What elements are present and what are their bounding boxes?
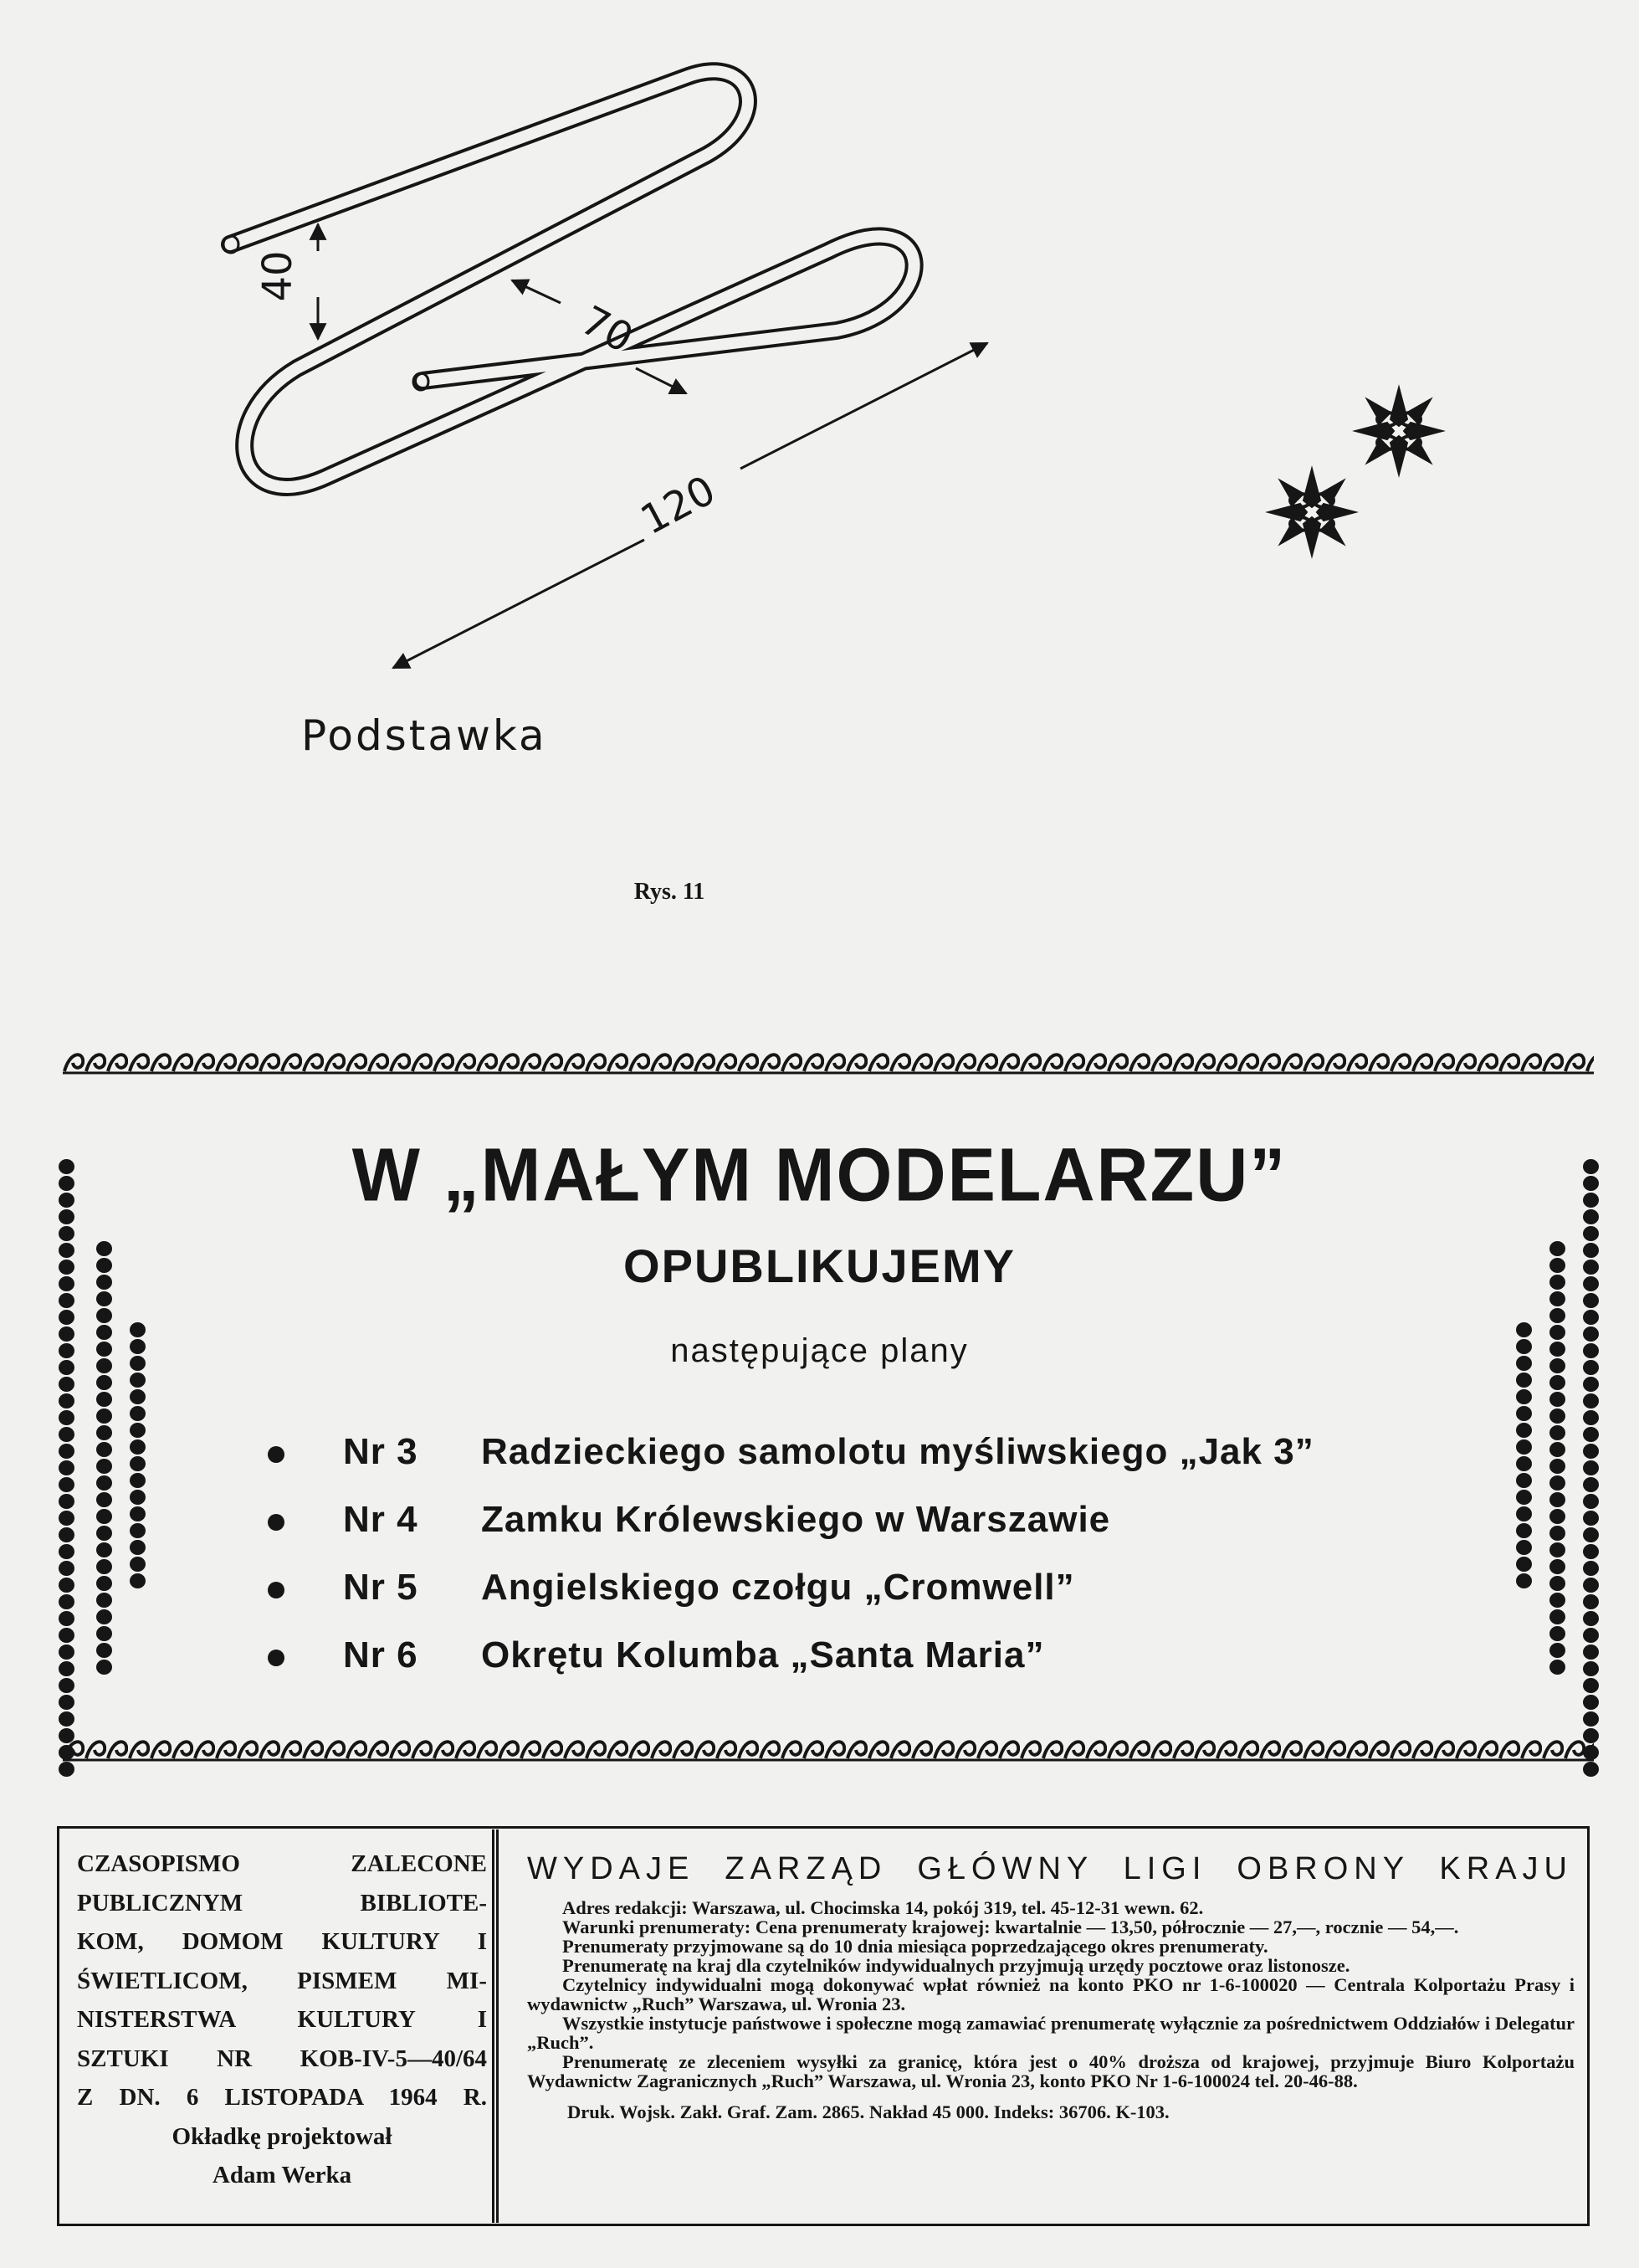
dot-icon — [1549, 1643, 1565, 1658]
dot-icon — [1549, 1660, 1565, 1675]
dot-icon — [59, 1711, 74, 1727]
dot-icon — [59, 1645, 74, 1660]
rope-border-bottom — [63, 1735, 1594, 1763]
bullet-icon — [268, 1514, 284, 1531]
dot-icon — [96, 1475, 112, 1491]
dot-icon — [1549, 1425, 1565, 1440]
dot-icon — [1583, 1477, 1599, 1492]
dot-icon — [1583, 1678, 1599, 1693]
dot-icon — [1583, 1645, 1599, 1660]
subscription-deadline: Prenumeraty przyjmowane są do 10 dnia miesiąca poprzedzającego okres prenumeraty. — [562, 1936, 1268, 1957]
dot-icon — [1549, 1442, 1565, 1457]
dot-icon — [59, 1628, 74, 1643]
dot-icon — [1516, 1473, 1532, 1488]
dot-icon — [1516, 1373, 1532, 1388]
announcement-headline: W „MAŁYM MODELARZU” — [351, 1132, 1288, 1218]
dot-icon — [1549, 1392, 1565, 1407]
dot-icon — [96, 1660, 112, 1675]
dot-icon — [1583, 1393, 1599, 1409]
dot-icon — [59, 1661, 74, 1676]
subscription-terms: Warunki prenumeraty: Cena prenumeraty krajowej: kwartalnie — 13,50, półrocznie — 27,—, rocznie — 54,—. — [562, 1917, 1459, 1937]
dot-icon — [96, 1425, 112, 1440]
cover-designer-label: Okładkę projektował — [172, 2122, 392, 2150]
dot-icon — [96, 1526, 112, 1541]
dot-icon — [59, 1561, 74, 1576]
dot-icon — [96, 1459, 112, 1474]
dot-icon — [96, 1492, 112, 1507]
dot-icon — [1583, 1628, 1599, 1643]
plan-number: Nr 3 — [343, 1431, 418, 1472]
dot-icon — [59, 1594, 74, 1609]
printing-imprint: Druk. Wojsk. Zakł. Graf. Zam. 2865. Nakład 45 000. Indeks: 36706. K-103. — [567, 2101, 1170, 2122]
dot-icon — [59, 1393, 74, 1409]
dot-icon — [130, 1557, 146, 1572]
dot-icon — [96, 1308, 112, 1323]
dot-icon — [1583, 1494, 1599, 1509]
plan-title: Zamku Królewskiego w Warszawie — [481, 1499, 1111, 1540]
recommendation-line: KOM, DOMOM KULTURY I — [77, 1928, 487, 1955]
dot-icon — [59, 1477, 74, 1492]
dot-icon — [59, 1728, 74, 1743]
institutions-notice: Wszystkie instytucje państwowe i społeczne mogą zamawiać prenumeratę wyłącznie za pośrednictwem Oddziałów i Delegatur „Ruch”. — [527, 2013, 1575, 2053]
wire-stand-drawing — [0, 0, 1639, 954]
dot-icon — [59, 1377, 74, 1392]
dot-icon — [1549, 1475, 1565, 1491]
recommendation-line: ŚWIETLICOM, PISMEM MI- — [77, 1967, 487, 1994]
list-item — [268, 1499, 1439, 1567]
ornament-icon — [1355, 387, 1442, 475]
dot-icon — [96, 1542, 112, 1557]
dot-icon — [59, 1745, 74, 1760]
dot-icon — [1549, 1375, 1565, 1390]
recommendation-line: SZTUKI NR KOB-IV-5—40/64 — [77, 2045, 487, 2072]
dot-icon — [59, 1293, 74, 1308]
dot-icon — [96, 1593, 112, 1608]
dot-icon — [130, 1456, 146, 1471]
dot-icon — [1549, 1409, 1565, 1424]
dot-icon — [1549, 1291, 1565, 1306]
dimension-label: 120 — [633, 466, 724, 545]
dot-icon — [1549, 1542, 1565, 1557]
dot-icon — [1516, 1389, 1532, 1404]
dot-icon — [96, 1559, 112, 1574]
plan-title: Radzieckiego samolotu myśliwskiego „Jak 3” — [481, 1431, 1314, 1472]
plan-number: Nr 4 — [343, 1499, 418, 1540]
dot-icon — [1549, 1526, 1565, 1541]
dot-icon — [59, 1695, 74, 1710]
dot-icon — [1583, 1427, 1599, 1442]
dot-icon — [1583, 1611, 1599, 1626]
dot-icon — [1549, 1576, 1565, 1591]
dot-icon — [130, 1573, 146, 1588]
individual-payment: Czytelnicy indywidualni mogą dokonywać wpłat również na konto PKO nr 1-6-100020 — Centrala Kolportażu Prasy i wydawnictw „Ruch” Warszawa, ul. Wronia 23. — [527, 1974, 1575, 2014]
list-item — [268, 1567, 1439, 1634]
dot-icon — [1516, 1406, 1532, 1421]
ornament-icon — [1268, 469, 1355, 556]
dot-icon — [96, 1409, 112, 1424]
dot-icon — [1583, 1444, 1599, 1459]
dot-icon — [130, 1423, 146, 1438]
dot-icon — [130, 1540, 146, 1555]
dot-icon — [96, 1609, 112, 1624]
dot-icon — [130, 1473, 146, 1488]
dot-icon — [1549, 1593, 1565, 1608]
dot-icon — [1583, 1711, 1599, 1727]
dot-icon — [59, 1410, 74, 1425]
dot-icon — [59, 1511, 74, 1526]
dot-icon — [59, 1762, 74, 1777]
dot-icon — [1516, 1557, 1532, 1572]
publisher-heading: WYDAJE ZARZĄD GŁÓWNY LIGI OBRONY KRAJU — [527, 1851, 1573, 1886]
dot-icon — [1549, 1559, 1565, 1574]
dot-icon — [1583, 1310, 1599, 1325]
dot-icon — [1516, 1506, 1532, 1521]
list-item — [268, 1431, 1439, 1499]
dot-icon — [1516, 1423, 1532, 1438]
foreign-subscription: Prenumeratę ze zleceniem wysyłki za granicę, która jest o 40% droższa od krajowej, przyjmuje Biuro Kolportażu Wydawnictw Zagranicznych „Ruch” Warszawa, ul. Wronia 23, konto PKO Nr 1-6-100024 tel. 20-46-88. — [527, 2051, 1575, 2091]
dot-icon — [1549, 1459, 1565, 1474]
recommendation-line: NISTERSTWA KULTURY I — [77, 2006, 487, 2033]
dot-icon — [59, 1427, 74, 1442]
dot-icon — [1549, 1609, 1565, 1624]
bullet-icon — [268, 1582, 284, 1598]
dot-column-decoration — [96, 1241, 112, 1676]
dot-icon — [1516, 1439, 1532, 1455]
dot-icon — [1583, 1578, 1599, 1593]
dot-icon — [1583, 1695, 1599, 1710]
dot-icon — [1516, 1456, 1532, 1471]
dot-column-decoration — [1549, 1241, 1565, 1676]
dot-icon — [130, 1373, 146, 1388]
plan-number: Nr 5 — [343, 1567, 418, 1608]
dot-icon — [130, 1490, 146, 1505]
announcement-intro: następujące plany — [670, 1332, 969, 1369]
list-item — [268, 1634, 1439, 1702]
dot-icon — [130, 1389, 146, 1404]
dot-icon — [130, 1523, 146, 1538]
recommendation-line: Z DN. 6 LISTOPADA 1964 R. — [77, 2084, 487, 2111]
recommendation-line: CZASOPISMO ZALECONE — [77, 1850, 487, 1877]
figure-title: Podstawka — [301, 711, 547, 760]
dot-icon — [59, 1611, 74, 1626]
dot-icon — [1583, 1594, 1599, 1609]
dot-icon — [96, 1442, 112, 1457]
recommendation-line: PUBLICZNYM BIBLIOTE- — [77, 1889, 487, 1917]
bullet-icon — [268, 1650, 284, 1666]
dot-icon — [96, 1392, 112, 1407]
recommendation-notice — [77, 1845, 487, 2195]
domestic-subscription: Prenumeratę na kraj dla czytelników indywidualnych przyjmują urzędy pocztowe oraz listonosze. — [562, 1955, 1350, 1976]
dot-icon — [1583, 1460, 1599, 1475]
dot-icon — [1583, 1293, 1599, 1308]
dot-icon — [1549, 1509, 1565, 1524]
dot-icon — [1583, 1661, 1599, 1676]
dot-icon — [1583, 1527, 1599, 1542]
subscription-info — [527, 1898, 1575, 2122]
plan-title: Angielskiego czołgu „Cromwell” — [481, 1567, 1075, 1608]
dot-icon — [130, 1406, 146, 1421]
dimension-label: 70 — [573, 296, 641, 362]
dot-icon — [59, 1310, 74, 1325]
dot-icon — [1583, 1728, 1599, 1743]
dot-icon — [1583, 1745, 1599, 1760]
plans-list — [268, 1431, 1439, 1702]
dot-icon — [1583, 1762, 1599, 1777]
dot-icon — [1516, 1573, 1532, 1588]
dot-icon — [96, 1626, 112, 1641]
figure-caption: Rys. 11 — [633, 879, 705, 905]
rope-border-top — [63, 1048, 1594, 1076]
dot-icon — [59, 1544, 74, 1559]
dot-icon — [96, 1509, 112, 1524]
dot-icon — [96, 1643, 112, 1658]
dot-icon — [59, 1578, 74, 1593]
dot-icon — [1516, 1490, 1532, 1505]
dot-icon — [1583, 1377, 1599, 1392]
bullet-icon — [268, 1446, 284, 1463]
cover-designer-name: Adam Werka — [212, 2162, 352, 2188]
dot-icon — [130, 1506, 146, 1521]
dimension-label: 40 — [254, 250, 301, 302]
dot-icon — [96, 1375, 112, 1390]
dot-icon — [59, 1678, 74, 1693]
dot-icon — [1583, 1410, 1599, 1425]
dot-icon — [96, 1576, 112, 1591]
plan-title: Okrętu Kolumba „Santa Maria” — [481, 1634, 1045, 1675]
dot-icon — [59, 1444, 74, 1459]
editorial-address: Adres redakcji: Warszawa, ul. Chocimska 14, pokój 319, tel. 45-12-31 wewn. 62. — [562, 1897, 1204, 1918]
dot-icon — [1583, 1511, 1599, 1526]
dot-icon — [1549, 1492, 1565, 1507]
colophon-divider — [492, 1829, 499, 2223]
dot-icon — [130, 1439, 146, 1455]
dot-icon — [59, 1527, 74, 1542]
dot-icon — [1516, 1523, 1532, 1538]
dot-icon — [59, 1494, 74, 1509]
plan-number: Nr 6 — [343, 1634, 418, 1675]
dot-icon — [59, 1460, 74, 1475]
dot-icon — [1583, 1561, 1599, 1576]
dot-icon — [1583, 1544, 1599, 1559]
dot-icon — [96, 1291, 112, 1306]
dot-icon — [1549, 1626, 1565, 1641]
dot-icon — [1516, 1540, 1532, 1555]
announcement-subheadline: OPUBLIKUJEMY — [623, 1239, 1016, 1292]
dot-icon — [1549, 1308, 1565, 1323]
